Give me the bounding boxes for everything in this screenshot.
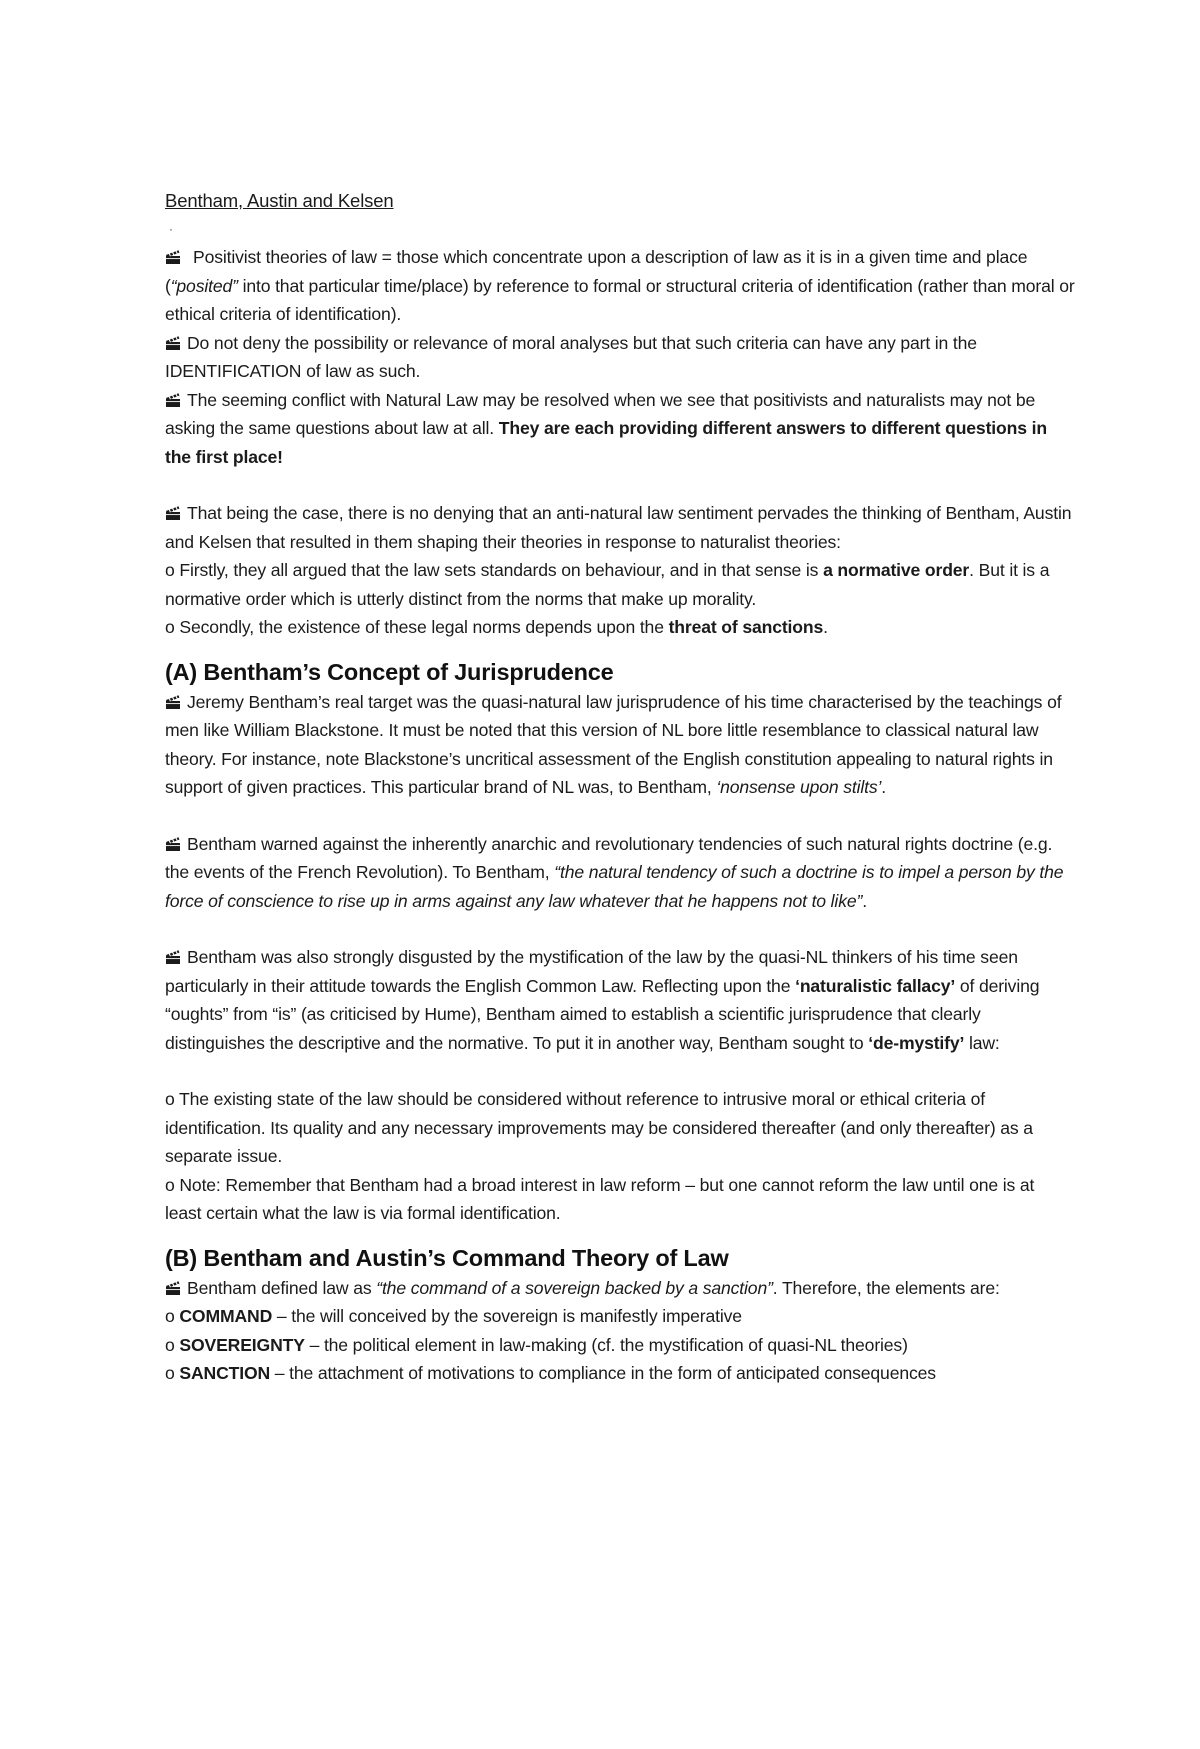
- italic-text: “posited”: [170, 275, 238, 296]
- bold-text: They are each providing different answers to different questions in the first place!: [165, 418, 1047, 467]
- list-item: [165, 1331, 1075, 1360]
- section-heading-a: (A) Bentham’s Concept of Jurisprudence: [165, 658, 614, 685]
- section-heading-b: (B) Bentham and Austin’s Command Theory of Law: [165, 1244, 729, 1271]
- clapperboard-icon: [165, 392, 181, 408]
- list-item: [165, 613, 1075, 642]
- paragraph-text: law:: [964, 1032, 1000, 1053]
- paragraph-text: Bentham warned against the inherently anarchic and revolutionary tendencies of such natural rights doctrine (e.g. the events of the French Revolution). To Bentham,: [165, 833, 1053, 882]
- italic-text: “the command of a sovereign backed by a sanction”: [376, 1277, 773, 1298]
- intro-marker: ·: [169, 222, 173, 236]
- bold-text: a normative order: [823, 560, 970, 580]
- paragraph: [165, 386, 1075, 472]
- bold-text: threat of sanctions: [668, 617, 824, 637]
- bold-text: SANCTION: [179, 1363, 271, 1383]
- clapperboard-icon: [165, 249, 181, 265]
- document-title: Bentham, Austin and Kelsen: [165, 190, 394, 211]
- paragraph-text: Do not deny the possibility or relevance of moral analyses but that such criteria can have any part in the IDENTIFICATION of law as such.: [165, 332, 977, 381]
- document-body: [165, 187, 1075, 1388]
- spacer: [165, 802, 1075, 830]
- clapperboard-icon: [165, 694, 181, 710]
- paragraph-text: – the political element in law-making (cf. the mystification of quasi-NL theories): [304, 1334, 908, 1355]
- paragraph-text: .: [823, 617, 828, 637]
- clapperboard-icon: [165, 335, 181, 351]
- list-item: o Note: Remember that Bentham had a broad interest in law reform – but one cannot reform the law until one is at least certain what the law is via formal identification.: [165, 1174, 1035, 1223]
- clapperboard-icon: [165, 1280, 181, 1296]
- list-marker: o: [165, 1334, 180, 1355]
- clapperboard-icon: [165, 505, 181, 521]
- paragraph-text: .: [881, 777, 887, 797]
- paragraph: [165, 830, 1075, 916]
- paragraph-text: o Secondly, the existence of these legal norms depends upon the: [165, 617, 669, 637]
- spacer: [165, 642, 1075, 656]
- list-marker: o: [165, 1306, 180, 1326]
- paragraph: [165, 243, 1075, 329]
- italic-text: ‘nonsense upon stilts’: [716, 777, 882, 797]
- list-item: [165, 1359, 1075, 1388]
- paragraph-text: – the will conceived by the sovereign is manifestly imperative: [272, 1306, 742, 1326]
- paragraph: [165, 688, 1075, 802]
- spacer: [165, 915, 1075, 943]
- paragraph-text: Bentham defined law as: [187, 1277, 377, 1298]
- paragraph: [165, 499, 1075, 556]
- list-item: [165, 556, 1075, 613]
- paragraph-text: Bentham was also strongly disgusted by the mystification of the law by the quasi-NL thinkers of his time seen particularly in their attitude towards the English Common Law. Reflecting upon the: [165, 947, 1018, 996]
- list-marker: o: [165, 1363, 180, 1383]
- clapperboard-icon: [165, 836, 181, 852]
- paragraph-text: – the attachment of motivations to compliance in the form of anticipated consequences: [270, 1363, 936, 1383]
- paragraph: [165, 1274, 1075, 1303]
- spacer: [165, 1228, 1075, 1242]
- spacer: [165, 1057, 1075, 1085]
- bold-text: ‘de-mystify’: [868, 1032, 965, 1053]
- spacer: [165, 471, 1075, 499]
- bold-text: COMMAND: [179, 1306, 273, 1326]
- paragraph-text: .: [862, 890, 867, 911]
- italic-text: “the natural tendency of such a doctrine is to impel a person by the force of conscience to rise up in arms against any law whatever that he happens not to like”: [165, 862, 1064, 911]
- paragraph-text: The seeming conflict with Natural Law may be resolved when we see that positivists and naturalists may not be asking the same questions about law at all.: [165, 389, 1036, 438]
- list-item: o The existing state of the law should be considered without reference to intrusive moral or ethical criteria of identification. Its quality and any necessary improvements may be considered thereafter (and only thereafter) as a separate issue.: [165, 1089, 1033, 1166]
- list-item: [165, 1302, 1075, 1331]
- paragraph: [165, 943, 1075, 1057]
- paragraph-text: . But it is a normative order which is utterly distinct from the norms that make up morality.: [165, 560, 1050, 609]
- bold-text: ‘naturalistic fallacy’: [795, 975, 956, 996]
- paragraph-text: o Firstly, they all argued that the law sets standards on behaviour, and in that sense is: [165, 560, 824, 580]
- paragraph-text: Positivist theories of law = those which concentrate upon a description of law as it is in a given time and place (: [165, 247, 1028, 296]
- clapperboard-icon: [165, 949, 181, 965]
- paragraph-text: into that particular time/place) by reference to formal or structural criteria of identification (rather than moral or ethical criteria of identification).: [165, 275, 1075, 324]
- paragraph-text: . Therefore, the elements are:: [772, 1277, 1000, 1298]
- paragraph-text: of deriving “oughts” from “is” (as criticised by Hume), Bentham aimed to establish a scientific jurisprudence that clearly distinguishes the descriptive and the normative. To put it in another way, Bentham sought to: [165, 975, 1040, 1053]
- bold-text: SOVEREIGNTY: [179, 1334, 305, 1355]
- paragraph-text: Jeremy Bentham’s real target was the quasi-natural law jurisprudence of his time characterised by the teachings of men like William Blackstone. It must be noted that this version of NL bore little resemblance to classical natural law theory. For instance, note Blackstone’s uncritical assessment of the English constitution appealing to natural rights in support of given practices. This particular brand of NL was, to Bentham,: [165, 691, 1062, 797]
- paragraph-text: That being the case, there is no denying that an anti-natural law sentiment pervades the thinking of Bentham, Austin and Kelsen that resulted in them shaping their theories in response to naturalist theories:: [165, 503, 1072, 552]
- paragraph: [165, 329, 1075, 386]
